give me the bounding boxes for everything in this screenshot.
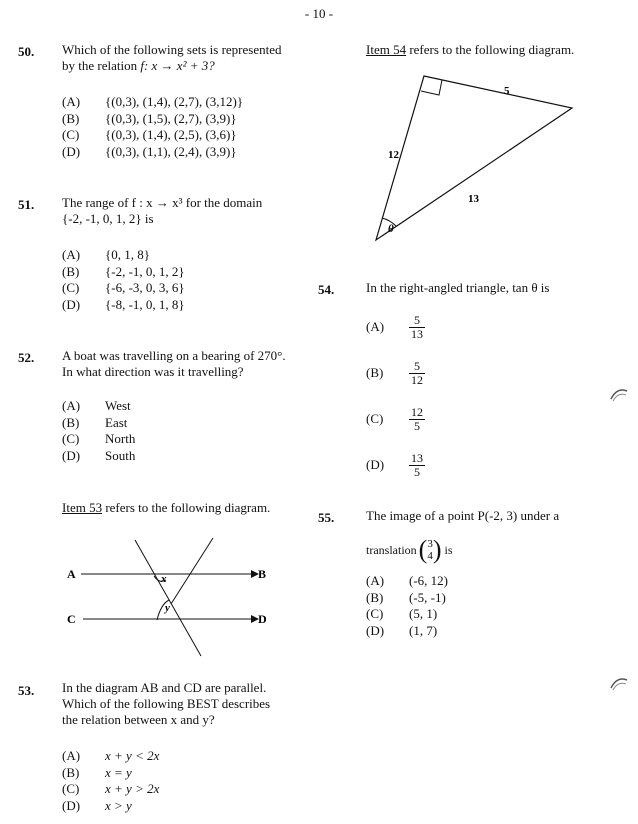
question-54-options — [366, 304, 486, 488]
fraction-54-a: $\frac{5}{13}$ — [411, 312, 423, 341]
fraction-54-d: $\frac{13}{5}$ — [411, 450, 423, 479]
question-53-number: 53. — [18, 683, 35, 698]
question-51-line1: The range of f : x → x³ for the domain — [62, 195, 263, 210]
question-55-line2: translation ( 3 4 ) is — [366, 535, 453, 564]
label-a: A — [67, 567, 76, 581]
label-x: x — [161, 573, 167, 585]
item-53-heading: Item 53 refers to the following diagram. — [62, 500, 271, 515]
right-triangle-diagram — [360, 62, 590, 252]
binder-hole-mark-icon — [608, 674, 630, 694]
vector-right-paren: ) — [432, 535, 442, 564]
option-50-c[interactable]: (C) {(0,3), (1,4), (2,5), (3,6)} — [62, 127, 237, 142]
question-51-stem — [62, 195, 312, 227]
option-52-c[interactable]: (C) North — [62, 431, 136, 446]
option-53-a[interactable]: (A) x + y < 2x — [62, 748, 160, 763]
question-54-number: 54. — [318, 282, 335, 297]
option-55-b[interactable]: (B) (-5, -1) — [366, 589, 446, 605]
question-51-line2: {-2, -1, 0, 1, 2} is — [62, 211, 154, 226]
question-50-options — [62, 94, 243, 160]
question-53-stem — [62, 680, 312, 728]
vector-left-paren: ( — [418, 535, 428, 564]
triangle-shape — [376, 76, 572, 240]
transversal-line — [135, 540, 201, 656]
angle-theta-label: θ — [388, 223, 394, 235]
option-55-c[interactable]: (C) (5, 1) — [366, 606, 438, 621]
translation-vector: 3 4 — [427, 538, 433, 562]
option-51-c[interactable]: (C) {-6, -3, 0, 3, 6} — [62, 280, 185, 295]
question-50-number: 50. — [18, 44, 35, 59]
question-53-line3: the relation between x and y? — [62, 712, 215, 727]
option-55-a[interactable]: (A) (-6, 12) — [366, 573, 448, 588]
question-52-line2: In what direction was it travelling? — [62, 364, 244, 379]
label-d: D — [258, 612, 267, 626]
question-55-number: 55. — [318, 510, 335, 525]
option-52-b[interactable]: (B) East — [62, 414, 128, 430]
option-55-d[interactable]: (D) (1, 7) — [366, 622, 438, 638]
option-50-d[interactable]: (D) {(0,3), (1,1), (2,4), (3,9)} — [62, 143, 237, 159]
side-label-5: 5 — [504, 85, 510, 97]
parallel-lines-diagram — [55, 530, 285, 660]
crossing-line — [171, 538, 213, 604]
question-50-line2: by the relation f: x → x² + 3? — [62, 58, 215, 73]
item-54-heading: Item 54 refers to the following diagram. — [366, 42, 575, 57]
question-55-options — [366, 573, 448, 639]
option-53-b[interactable]: (B) x = y — [62, 764, 132, 780]
option-50-b[interactable]: (B) {(0,3), (1,5), (2,7), (3,9)} — [62, 110, 237, 126]
option-51-a[interactable]: (A) {0, 1, 8} — [62, 247, 150, 262]
fraction-54-b: $\frac{5}{12}$ — [411, 358, 423, 387]
option-53-c[interactable]: (C) x + y > 2x — [62, 781, 160, 796]
option-54-a[interactable]: (A) $\frac{5}{13}$ — [366, 312, 423, 341]
option-51-d[interactable]: (D) {-8, -1, 0, 1, 8} — [62, 296, 185, 312]
question-51-number: 51. — [18, 197, 35, 212]
question-51-options — [62, 247, 185, 313]
question-52-options — [62, 398, 135, 464]
option-53-d[interactable]: (D) x > y — [62, 797, 132, 813]
option-50-a[interactable]: (A) {(0,3), (1,4), (2,7), (3,12)} — [62, 94, 244, 109]
option-54-d[interactable]: (D) $\frac{13}{5}$ — [366, 450, 423, 479]
fraction-54-c: $\frac{12}{5}$ — [411, 404, 423, 433]
option-52-a[interactable]: (A) West — [62, 398, 131, 413]
question-52-line1: A boat was travelling on a bearing of 270°. — [62, 348, 286, 363]
side-label-12: 12 — [388, 149, 399, 161]
option-54-b[interactable]: (B) $\frac{5}{12}$ — [366, 358, 423, 387]
question-55-line1: The image of a point P(-2, 3) under a — [366, 508, 560, 523]
option-54-c[interactable]: (C) $\frac{12}{5}$ — [366, 404, 423, 433]
question-52-stem — [62, 348, 312, 380]
question-52-number: 52. — [18, 350, 35, 365]
side-label-13: 13 — [468, 193, 479, 205]
page-number: - 10 - — [304, 6, 334, 21]
question-50-stem — [62, 42, 312, 74]
option-51-b[interactable]: (B) {-2, -1, 0, 1, 2} — [62, 263, 185, 279]
option-52-d[interactable]: (D) South — [62, 447, 136, 463]
label-b: B — [258, 567, 267, 581]
question-50-line1: Which of the following sets is represented — [62, 42, 282, 57]
binder-hole-mark-icon — [608, 385, 630, 405]
question-54-stem: In the right-angled triangle, tan θ is — [366, 280, 550, 295]
question-53-line2: Which of the following BEST describes — [62, 696, 271, 711]
question-53-line1: In the diagram AB and CD are parallel. — [62, 680, 267, 695]
question-53-options — [62, 748, 159, 814]
label-c: C — [67, 612, 76, 626]
right-angle-marker — [421, 80, 442, 95]
label-y: y — [165, 602, 170, 614]
